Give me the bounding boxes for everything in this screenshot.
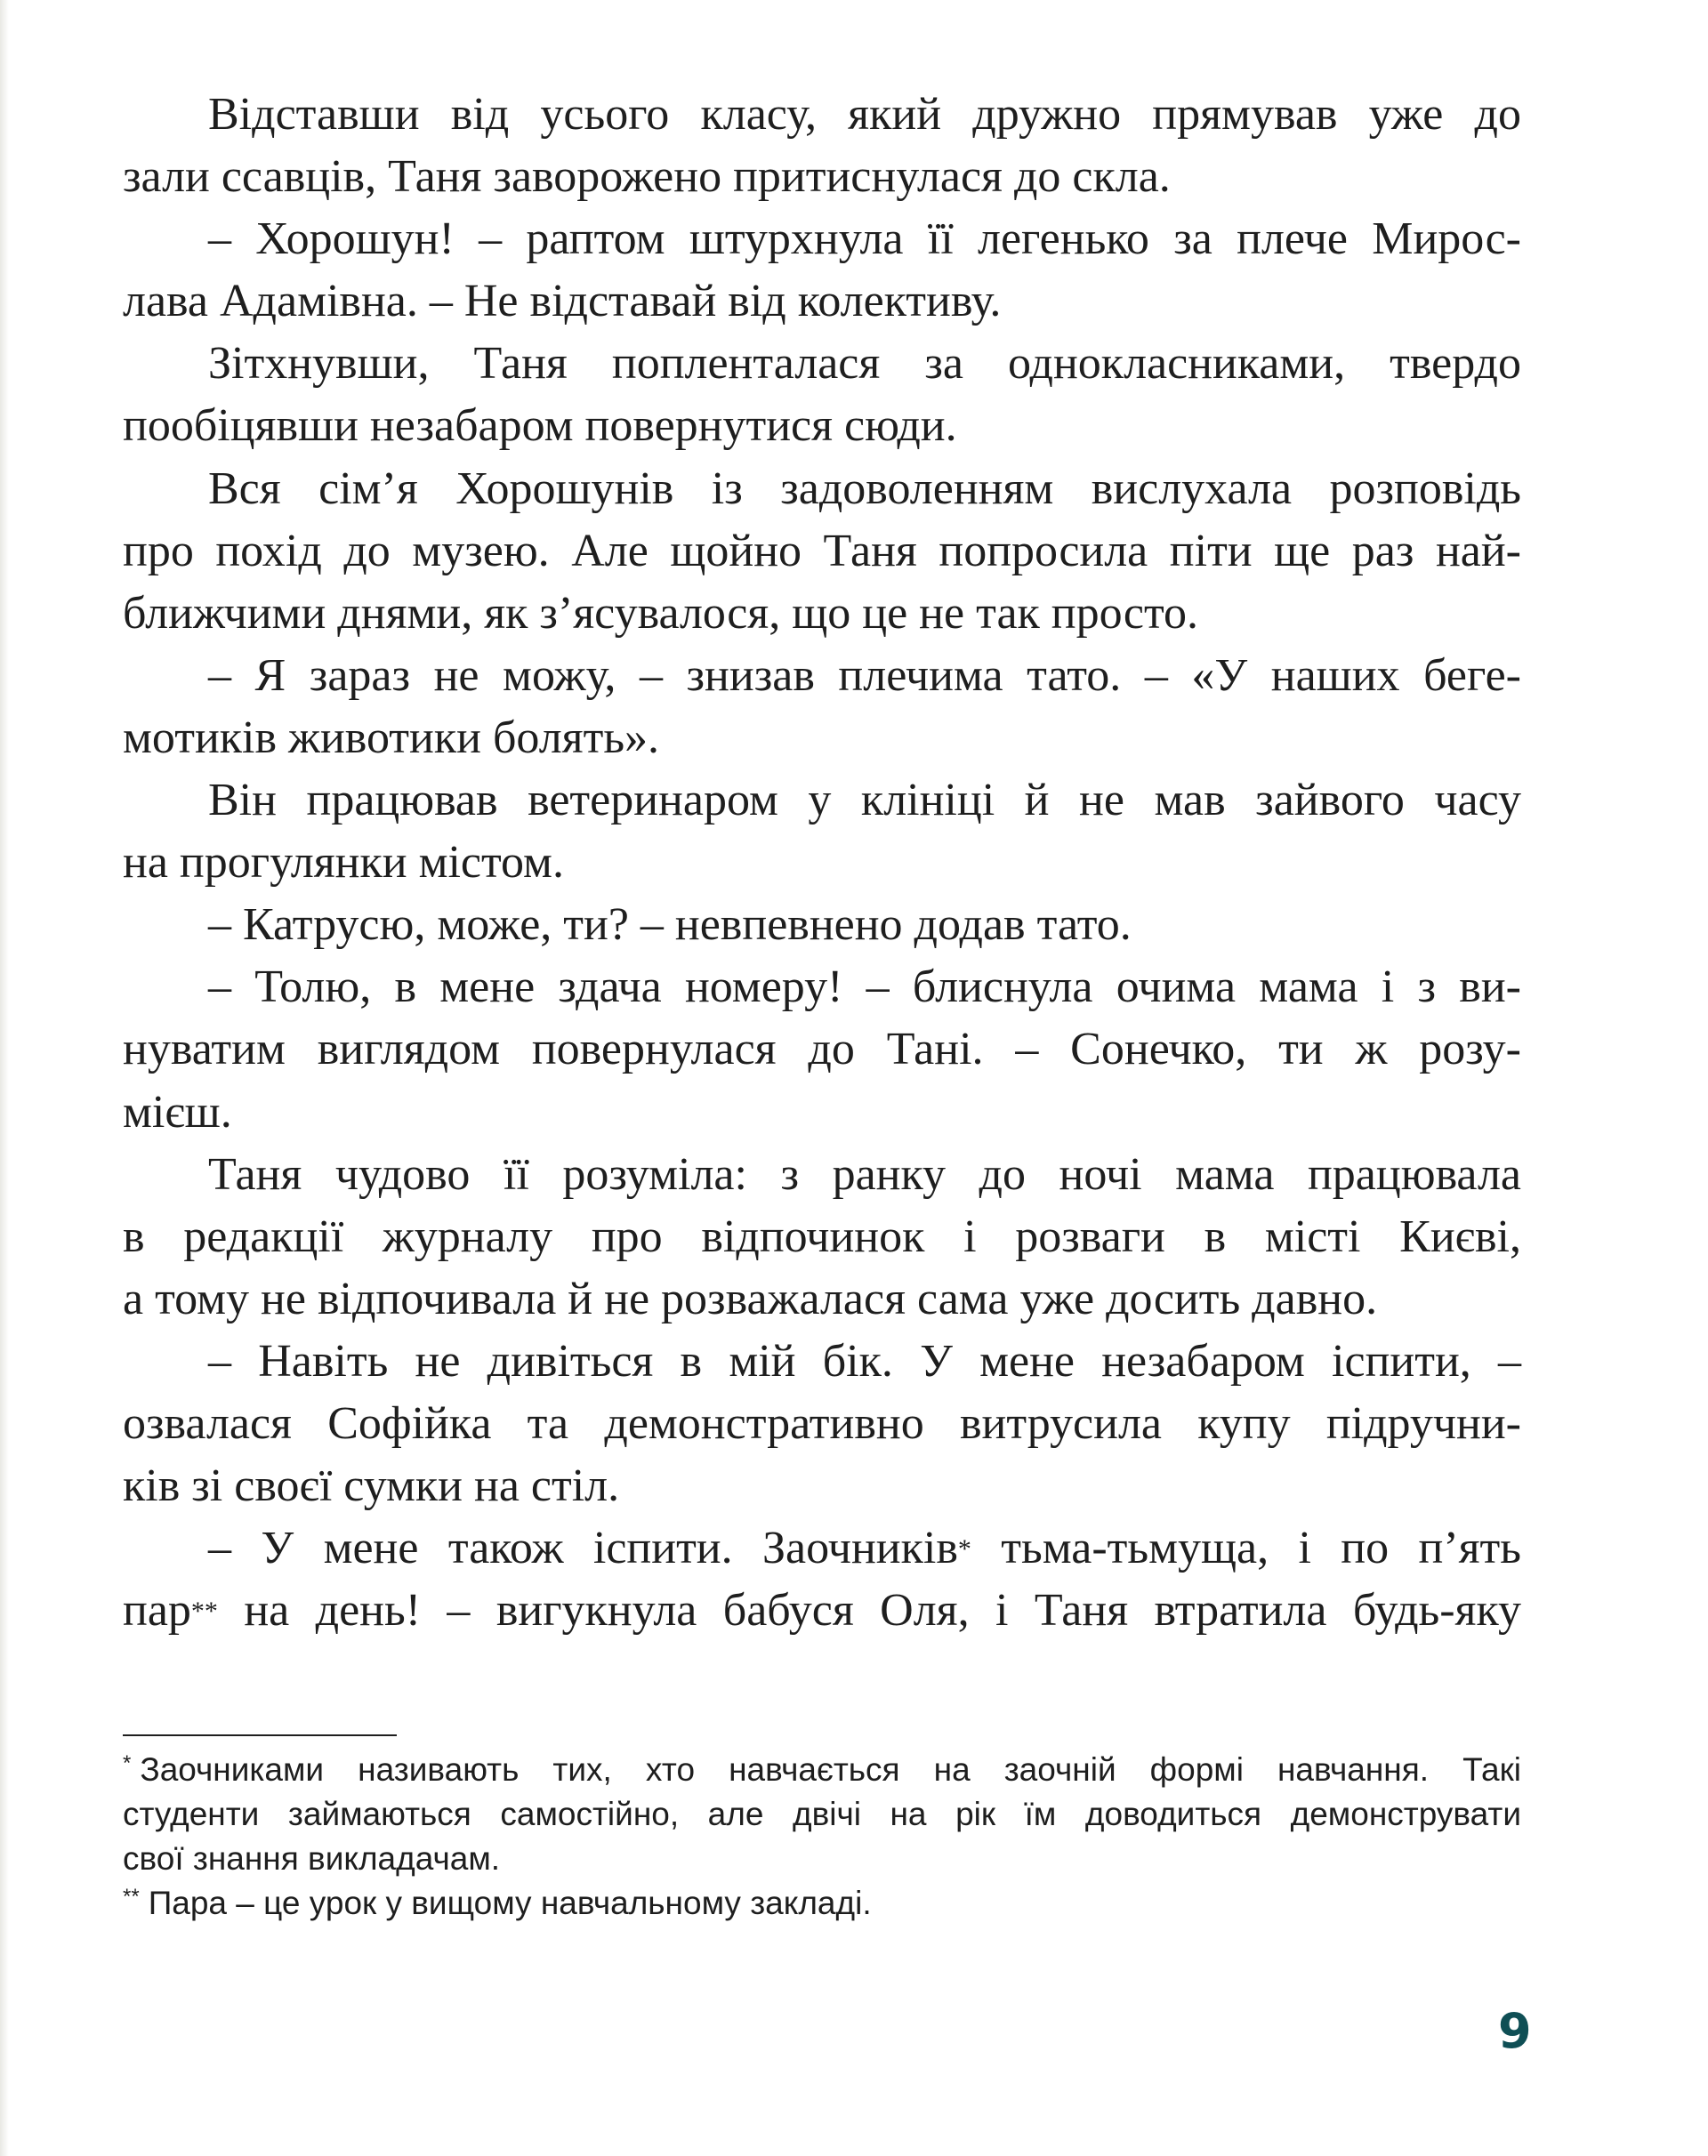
text-line: пообіцявши незабаром повернутися сюди. — [123, 400, 957, 452]
footnote-text: Пара – це урок у вищому навчальному закладі. — [148, 1885, 872, 1921]
paragraph — [123, 645, 1521, 769]
text-line: – Я зараз не можу, – знизав плечима тато. – «У наших беге- — [208, 649, 1521, 701]
paragraph — [123, 84, 1521, 208]
text-fragment: на день! – вигукнула бабуся Оля, і Таня втратила будь-яку — [217, 1585, 1521, 1637]
paragraph — [123, 333, 1521, 457]
footnote-line — [123, 1748, 1521, 1792]
footnote-marker: * — [123, 1751, 132, 1775]
text-line — [123, 1580, 1521, 1642]
paragraph — [123, 769, 1521, 894]
text-line: Зітхнувши, Таня попленталася за однокласниками, твердо — [208, 338, 1521, 390]
text-fragment: пар — [123, 1585, 191, 1637]
text-line: ків зі своєї сумки на стіл. — [123, 1460, 620, 1512]
footnote-reference[interactable]: * — [957, 1534, 971, 1565]
text-line: озвалася Софійка та демонстративно витрусила купу підручни- — [123, 1397, 1521, 1449]
text-line: Він працював ветеринаром у клініці й не мав зайвого часу — [208, 775, 1521, 826]
paragraph — [123, 208, 1521, 333]
footnote-line — [123, 1881, 1521, 1926]
text-line: а тому не відпочивала й не розважалася сама уже досить давно. — [123, 1273, 1378, 1324]
text-line: зали ссавців, Таня заворожено притиснулася до скла. — [123, 151, 1171, 203]
footnote-line: студенти займаються самостійно, але двічі на рік їм доводиться демонструвати — [123, 1796, 1521, 1832]
paragraph — [123, 894, 1521, 956]
text-line: – Толю, в мене здача номеру! – блиснула очима мама і з ви- — [208, 961, 1521, 1013]
page-number: 9 — [1498, 2003, 1532, 2059]
text-fragment: тьма-тьмуща, і по п’ять — [971, 1523, 1521, 1574]
footnote-line: свої знання викладачам. — [123, 1840, 501, 1877]
text-line — [123, 1517, 1521, 1580]
text-line: мотиків животики болять». — [123, 712, 660, 763]
text-line: лава Адамівна. – Не відставай від колективу. — [123, 276, 1002, 327]
text-line: мієш. — [123, 1086, 232, 1138]
footnote-reference[interactable]: ** — [190, 1597, 218, 1627]
footnote-marker: ** — [123, 1885, 140, 1909]
page-edge — [0, 0, 9, 2156]
hyphen-part: с- — [1485, 213, 1521, 265]
paragraph — [123, 458, 1521, 645]
body-text — [123, 84, 1521, 1642]
text-line: в редакції журналу про відпочинок і розваги в місті Києві, — [123, 1211, 1521, 1262]
text-line: – Катрусю, може, ти? – невпевнено додав тато. — [208, 899, 1132, 951]
paragraph — [123, 1331, 1521, 1517]
text-line: нуватим виглядом повернулася до Тані. – Сонечко, ти ж розу- — [123, 1024, 1521, 1075]
paragraph — [123, 1144, 1521, 1331]
text-line: ближчими днями, як з’ясувалося, що це не так просто. — [123, 587, 1199, 639]
text-line: про похід до музею. Але щойно Таня попросила піти ще раз най- — [123, 525, 1521, 576]
paragraph — [123, 1517, 1521, 1642]
paragraph — [123, 956, 1521, 1143]
footnote — [123, 1748, 1521, 1881]
text-fragment: – У мене також іспити. Заочників — [208, 1523, 958, 1574]
text-line: – Навіть не дивіться в мій бік. У мене незабаром іспити, – — [208, 1335, 1521, 1387]
footnotes — [123, 1748, 1521, 1926]
footnote-text: Заочниками називають тих, хто навчається на заочній формі навчання. Такі — [140, 1751, 1521, 1788]
text-line: на прогулянки містом. — [123, 837, 564, 889]
footnote-separator — [123, 1734, 397, 1736]
footnote — [123, 1881, 1521, 1926]
text-line: Таня чудово її розуміла: з ранку до ночі мама працювала — [208, 1148, 1521, 1200]
text-line: Відставши від усього класу, який дружно прямував уже до — [208, 89, 1521, 140]
text-line: Вся сім’я Хорошунів із задоволенням вислухала розповідь — [208, 463, 1521, 514]
text-line: – Хорошун! – раптом штурхнула її легенько за плече Мирос- — [208, 213, 1521, 265]
